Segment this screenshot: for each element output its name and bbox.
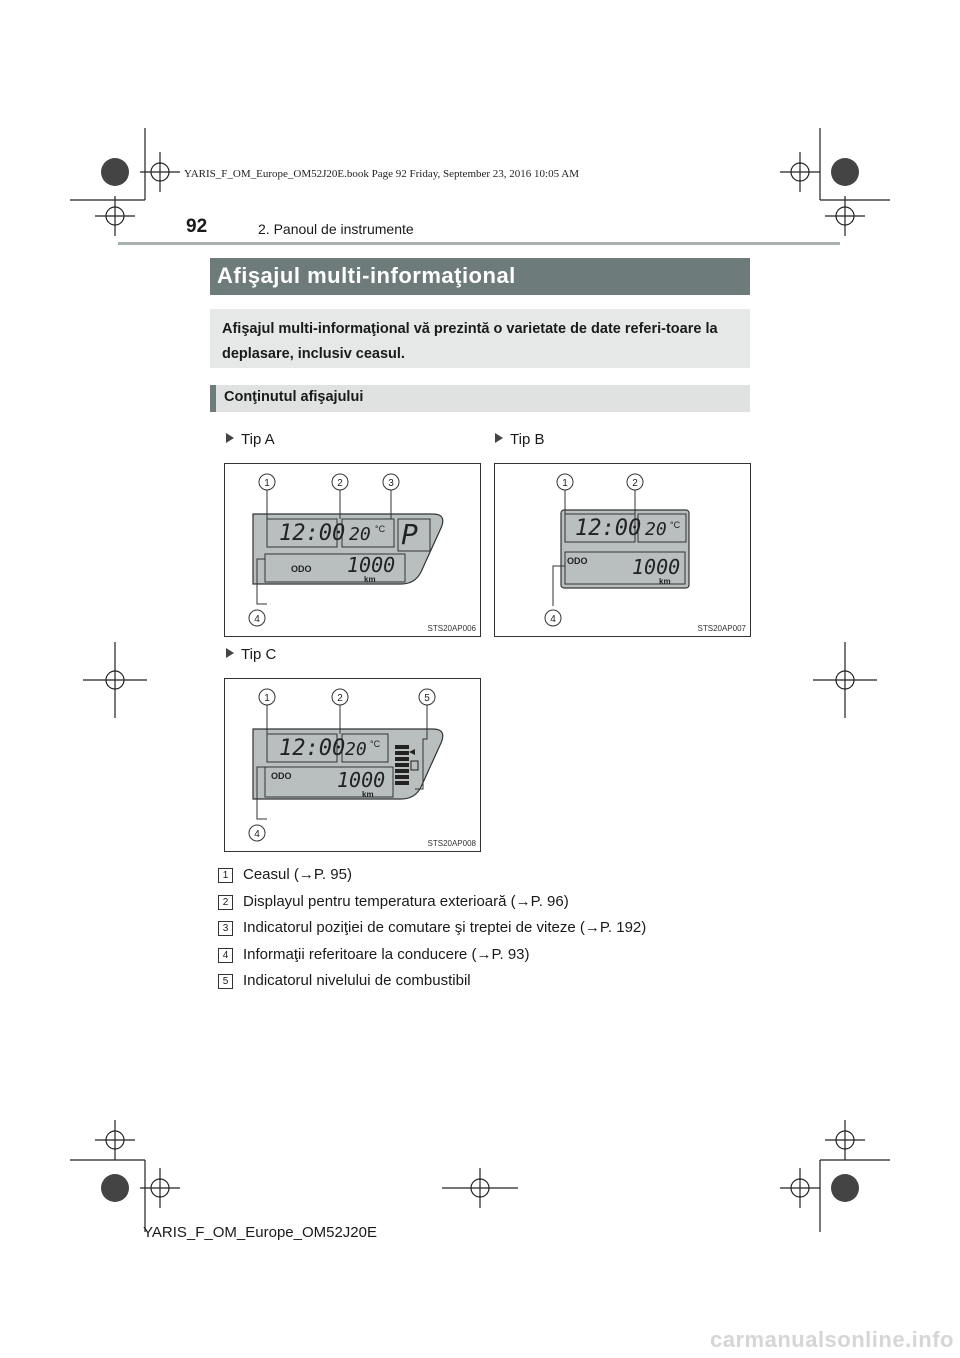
display-illustration-b: [495, 464, 750, 636]
odo-unit: km: [364, 575, 376, 584]
svg-text:2: 2: [337, 478, 343, 489]
display-illustration-a: [225, 464, 480, 636]
temp-readout: 20: [349, 524, 371, 545]
legend-number-badge: 5: [218, 974, 233, 989]
legend-number-badge: 2: [218, 895, 233, 910]
odo-label: ODO: [567, 556, 588, 566]
svg-text:2: 2: [632, 478, 638, 489]
temp-readout: 20: [645, 519, 667, 540]
subsection-bar: [210, 385, 750, 412]
svg-text:1: 1: [264, 478, 270, 489]
clock-readout: 12:00: [279, 736, 346, 761]
svg-text:1: 1: [562, 478, 568, 489]
temp-unit: °C: [370, 739, 381, 749]
page-number: 92: [186, 216, 208, 237]
triangle-icon: [226, 648, 234, 658]
figure-id: STS20AP008: [427, 839, 476, 848]
legend-text: Displayul pentru temperatura exterioară (→P. 96): [243, 893, 569, 910]
triangle-icon: [495, 433, 503, 443]
legend-text: Indicatorul nivelului de combustibil: [243, 972, 471, 989]
subsection-title: Conţinutul afişajului: [224, 389, 364, 405]
odo-unit: km: [362, 790, 374, 799]
legend-item-5: [218, 972, 471, 989]
svg-text:1: 1: [264, 693, 270, 704]
tip-a-label: Tip A: [226, 431, 275, 448]
figure-tip-b: [494, 463, 751, 637]
triangle-icon: [226, 433, 234, 443]
figure-tip-a: [224, 463, 481, 637]
figure-id: STS20AP006: [427, 624, 476, 633]
odo-label: ODO: [291, 564, 312, 574]
file-info: YARIS_F_OM_Europe_OM52J20E.book Page 92 Friday, September 23, 2016 10:05 AM: [184, 168, 579, 180]
subsection-accent: [210, 385, 216, 412]
section-title-bar: [210, 258, 750, 295]
svg-text:2: 2: [337, 693, 343, 704]
legend-text: Indicatorul poziţiei de comutare şi treptei de viteze (→P. 192): [243, 919, 647, 936]
legend-text: Informaţii referitoare la conducere (→P. 93): [243, 946, 530, 963]
legend-text: Ceasul (→P. 95): [243, 866, 352, 883]
odo-value: 1000: [347, 553, 396, 577]
tip-c-label: Tip C: [226, 646, 276, 663]
gear-readout: P: [401, 518, 418, 551]
intro-box: [210, 309, 750, 368]
figure-tip-c: [224, 678, 481, 852]
svg-text:4: 4: [254, 829, 260, 840]
figure-id: STS20AP007: [697, 624, 746, 633]
tip-b-label: Tip B: [495, 431, 544, 448]
odo-unit: km: [659, 577, 671, 586]
legend-number-badge: 3: [218, 921, 233, 936]
footer-code: YARIS_F_OM_Europe_OM52J20E: [143, 1224, 378, 1241]
legend-item-4: [218, 946, 530, 963]
legend-item-1: [218, 866, 352, 883]
chapter-title: 2. Panoul de instrumente: [258, 221, 414, 237]
legend-number-badge: 1: [218, 868, 233, 883]
legend-number-badge: 4: [218, 948, 233, 963]
legend-item-2: [218, 893, 569, 910]
clock-readout: 12:00: [279, 521, 346, 546]
intro-text: Afişajul multi-informaţional vă prezintă o varietate de date referi-toare la deplasare, inclusiv ceasul.: [222, 321, 718, 362]
svg-text:4: 4: [550, 614, 556, 625]
odo-value: 1000: [632, 555, 681, 579]
svg-text:5: 5: [424, 693, 430, 704]
temp-unit: °C: [375, 524, 386, 534]
temp-unit: °C: [670, 520, 681, 530]
svg-text:4: 4: [254, 614, 260, 625]
svg-text:3: 3: [388, 478, 394, 489]
odo-value: 1000: [337, 768, 386, 792]
header-rule: [118, 242, 840, 245]
temp-readout: 20: [345, 739, 367, 760]
odo-label: ODO: [271, 771, 292, 781]
watermark: carmanualsonline.info: [710, 1327, 954, 1352]
legend-item-3: [218, 919, 646, 936]
clock-readout: 12:00: [575, 516, 642, 541]
section-title: Afişajul multi-informaţional: [217, 263, 516, 288]
display-illustration-c: [225, 679, 480, 851]
